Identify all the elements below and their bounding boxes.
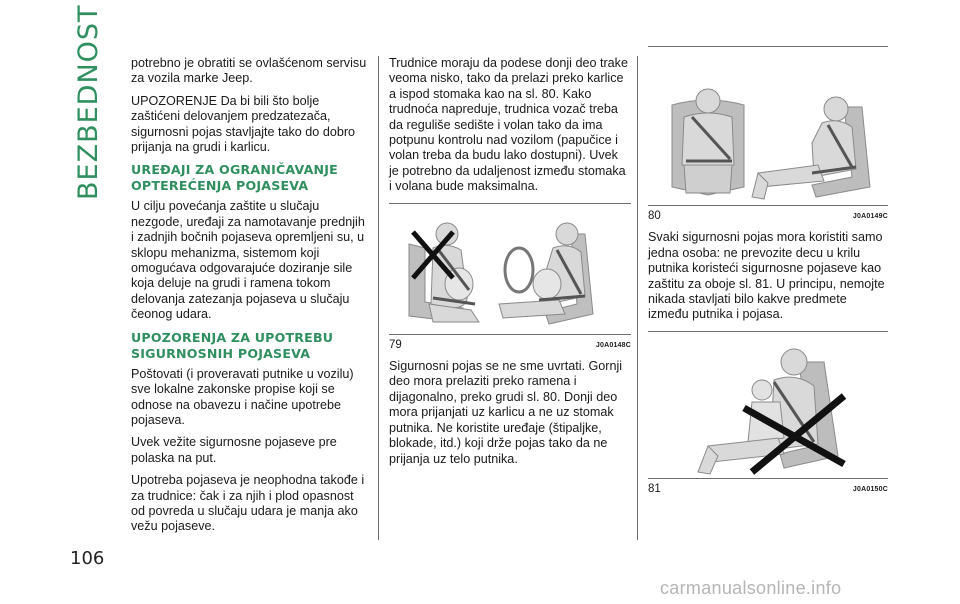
section-title: BEZBEDNOST xyxy=(73,4,104,200)
heading-seatbelt-warnings: UPOZORENJA ZA UPOTREBU SIGURNOSNIH POJASEVA xyxy=(131,329,334,361)
figure-number: 81 xyxy=(648,482,661,495)
figure-number: 79 xyxy=(389,338,402,351)
figure-bottom-rule xyxy=(648,205,888,206)
figure-caption xyxy=(648,482,888,497)
figure-bottom-rule xyxy=(648,478,888,479)
figure-code: J0A0149C xyxy=(852,213,888,220)
column-divider xyxy=(378,56,379,540)
child-on-lap-crossed-illustration xyxy=(648,332,888,478)
column-2 xyxy=(389,56,631,474)
heading-load-limiters: UREĐAJI ZA OGRANIČAVANJE OPTEREĆENJA POJASEVA xyxy=(131,162,338,194)
paragraph: Svaki sigurnosni pojas mora koristiti samo jedna osoba: ne prevozite decu u krilu putnika koristeći sigurnosne pojaseve kao zaštitu za oboje sl. 81. U principu, nemojte nikada stavljati bilo kakve predmete između putnika i pojasa. xyxy=(648,230,885,322)
figure-81 xyxy=(648,332,888,497)
paragraph: Sigurnosni pojas se ne sme uvrtati. Gornji deo mora prelaziti preko ramena i dijagonalno, preko grudi sl. 80. Donji deo mora prijanjati uz karlicu a ne uz stomak putnika. Ne koristite uređaje (štipaljke, blokade, itd.) koji drže pojas tako da ne prijanja uz telo putnika. xyxy=(389,359,623,466)
paragraph: potrebno je obratiti se ovlašćenom servisu za vozila marke Jeep. xyxy=(131,56,367,86)
paragraph: Trudnice moraju da podese donji deo trake veoma nisko, tako da prelazi preko karlice a ispod stomaka kao na sl. 80. Kako trudnoća napreduje, trudnica vozač treba da reguliše sedište i volan tako da ima potpunu kontrolu nad vozilom (papučice i volan treba da budu lako dostupni). Uvek je potrebno da udaljenost između stomaka i volana bude maksimalna. xyxy=(389,56,628,194)
figure-caption xyxy=(389,338,631,353)
figure-79 xyxy=(389,204,631,353)
watermark: carmanualsonline.info xyxy=(660,578,842,598)
paragraph: U cilju povećanja zaštite u slučaju nezgode, uređaji za namotavanje prednjih i zadnjih bočnih pojaseva opremljeni su, u sklopu mehanizma, sistemom koji omogućava odgovarajuće doziranje sile koja deluje na grudi i ramena tokom delovanja zatezanja pojaseva u slučaju čeonog udara. xyxy=(131,199,365,322)
seated-passengers-illustration xyxy=(648,47,888,205)
column-divider xyxy=(637,56,638,540)
paragraph: Uvek vežite sigurnosne pojaseve pre polaska na put. xyxy=(131,435,337,465)
figure-number: 80 xyxy=(648,210,661,222)
figure-code: J0A0148C xyxy=(595,341,631,349)
paragraph: Poštovati (i proveravati putnike u vozilu) sve lokalne zakonske propise koji se odnose na obavezu i načine upotrebe pojaseva. xyxy=(131,366,354,427)
column-1 xyxy=(131,56,371,542)
figure-80 xyxy=(648,47,888,224)
paragraph: Upotreba pojaseva je neophodna takođe i za trudnice: čak i za njih i plod opasnost od povreda u slučaju udara je manja ako vežu pojaseve. xyxy=(131,473,365,534)
pregnant-driver-illustration xyxy=(389,204,631,334)
figure-caption xyxy=(648,209,888,224)
figure-bottom-rule xyxy=(389,334,631,335)
column-3 xyxy=(648,46,888,503)
figure-code: J0A0150C xyxy=(852,485,888,493)
warning-paragraph: UPOZORENJE Da bi bili što bolje zaštićeni delovanjem predzatezača, sigurnosni pojas stavljajte tako do dobro prijanja na grudi i karlicu. xyxy=(131,93,356,155)
page-number: 106 xyxy=(70,548,105,569)
